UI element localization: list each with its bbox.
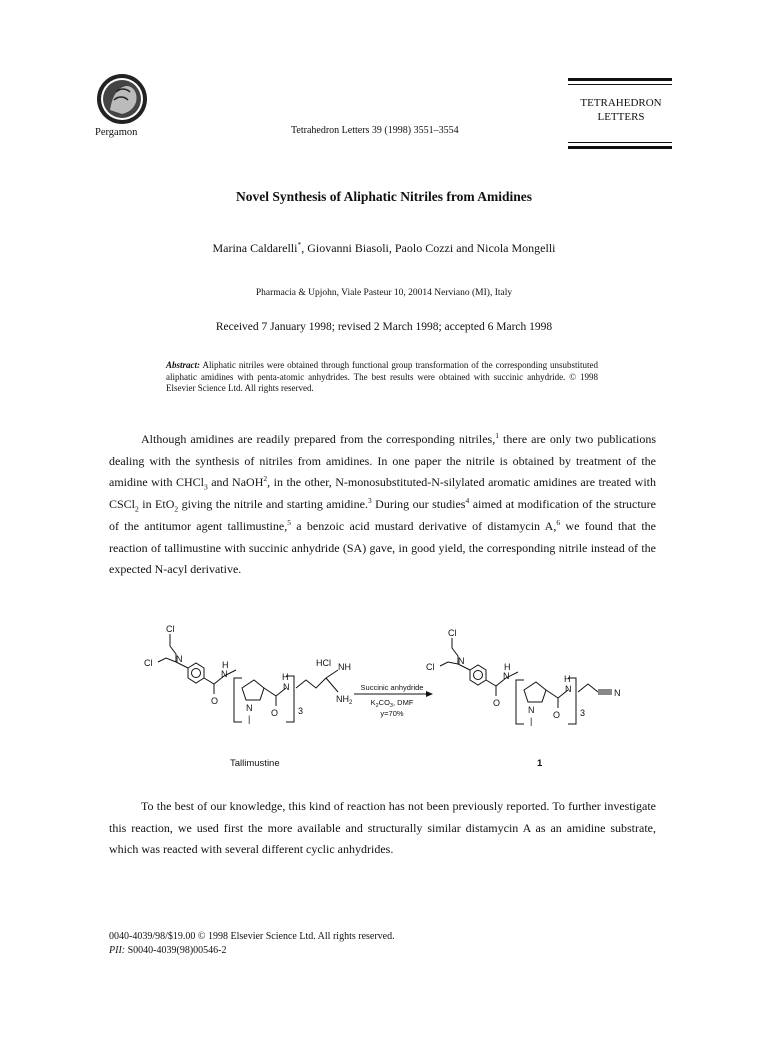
affiliation: Pharmacia & Upjohn, Viale Pasteur 10, 20014 Nerviano (MI), Italy [255,288,513,298]
svg-text:H: H [282,672,289,682]
svg-text:y=70%: y=70% [380,709,404,718]
header-rule-bottom-2 [568,146,672,149]
svg-text:N: N [176,654,183,664]
svg-text:NH2: $NH_2$ [336,694,353,706]
reaction-scheme [130,612,640,782]
header-rule-top-2 [568,84,672,85]
reactant-labels [144,624,353,724]
reaction-conditions [361,683,424,718]
body-paragraph-2: To the best of our knowledge, this kind of reaction has not been previously reported. To further investigate this reaction, we used first the more available and structurally similar distamycin A as an amidine substrate, which was reacted with several different cyclic anhydrides. [109,799,656,857]
svg-text:N: N [614,688,621,698]
label-product-1: 1 [537,758,543,769]
author-first: Marina Caldarelli [212,241,298,255]
corresponding-mark: * [297,240,302,249]
svg-text:N: N [565,684,572,694]
svg-text:O: O [493,698,501,708]
journal-name-line2: LETTERS [597,111,645,123]
svg-text:H: H [222,660,229,670]
svg-text:Cl: Cl [144,658,153,668]
publisher-name: Pergamon [95,127,138,138]
article-title: Novel Synthesis of Aliphatic Nitriles from Amidines [235,189,532,204]
author-list [0,241,768,256]
svg-text:Cl: Cl [166,624,175,634]
svg-text:N: N [221,669,228,679]
author-rest: , Giovanni Biasoli, Paolo Cozzi and Nicola Mongelli [301,241,556,255]
product-structure [440,638,612,724]
svg-text:O: O [271,708,279,718]
svg-text:N: N [283,682,290,692]
svg-text:N: N [503,671,510,681]
svg-text:|: | [530,716,533,726]
header-rule-bottom-1 [568,142,672,143]
abstract-label: Abstract: [166,360,201,370]
header-rule-top-1 [568,78,672,81]
publisher-logo-icon [92,72,152,126]
svg-text:|: | [248,714,251,724]
svg-text:Succinic anhydride: Succinic anhydride [360,683,424,692]
svg-text:Cl: Cl [448,628,457,638]
journal-name [572,96,670,124]
abstract-text: Aliphatic nitriles were obtained through functional group transformation of the corresponding unsubstituted aliphatic amidines with penta-atomic anhydrides. The best results were obtained with succinic anhydride. © 1998 Elsevier Science Ltd. All rights reserved. [166,360,598,393]
svg-text:N: N [246,703,253,713]
submission-dates: Received 7 January 1998; revised 2 March 1998; accepted 6 March 1998 [215,321,553,333]
svg-text:3: 3 [580,708,586,718]
svg-text:K2CO3, DMF: $K_2CO_3$, DMF [370,698,414,709]
svg-text:Cl: Cl [426,662,435,672]
svg-text:H: H [564,674,571,684]
label-tallimustine: Tallimustine [230,758,280,769]
product-labels [426,628,621,726]
svg-text:N: N [528,705,535,715]
footer-copyright [109,930,395,958]
svg-text:HCl: HCl [316,658,331,668]
svg-text:3: 3 [298,706,304,716]
journal-citation: Tetrahedron Letters 39 (1998) 3551–3554 [291,125,459,136]
abstract [166,360,598,395]
svg-text:H: H [504,662,511,672]
body-paragraph-1: Although amidines are readily prepared from the corresponding nitriles,$^1$ there are only two publications dealing with the synthesis of nitriles from amidines. In one paper the nitrile is obtained by treatment of the amidine with CHCl$_3$ and NaOH$^2$, in the other, N-monosubstituted-N-silylated aromatic amidines are treated with CSCl$_2$ in EtO$_2$ giving the nitrile and starting amidine.$^3$ During our studies$^4$ aimed at modification of the structure of the antitumor agent tallimustine,$^5$ a benzoic acid mustard derivative of distamycin A,$^6$ we found that the reaction of tallimustine with succinic anhydride (SA) gave, in good yield, the corresponding nitrile instead of the expected N-acyl derivative. [109,431,657,577]
svg-text:N: N [458,656,465,666]
svg-text:O: O [211,696,219,706]
svg-text:NH: NH [338,662,351,672]
footer-pii: PII: S0040-4039(98)00546-2 [109,945,227,956]
journal-name-line1: TETRAHEDRON [580,97,662,109]
footer-line1: 0040-4039/98/$19.00 © 1998 Elsevier Science Ltd. All rights reserved. [109,931,395,942]
svg-text:O: O [553,710,561,720]
